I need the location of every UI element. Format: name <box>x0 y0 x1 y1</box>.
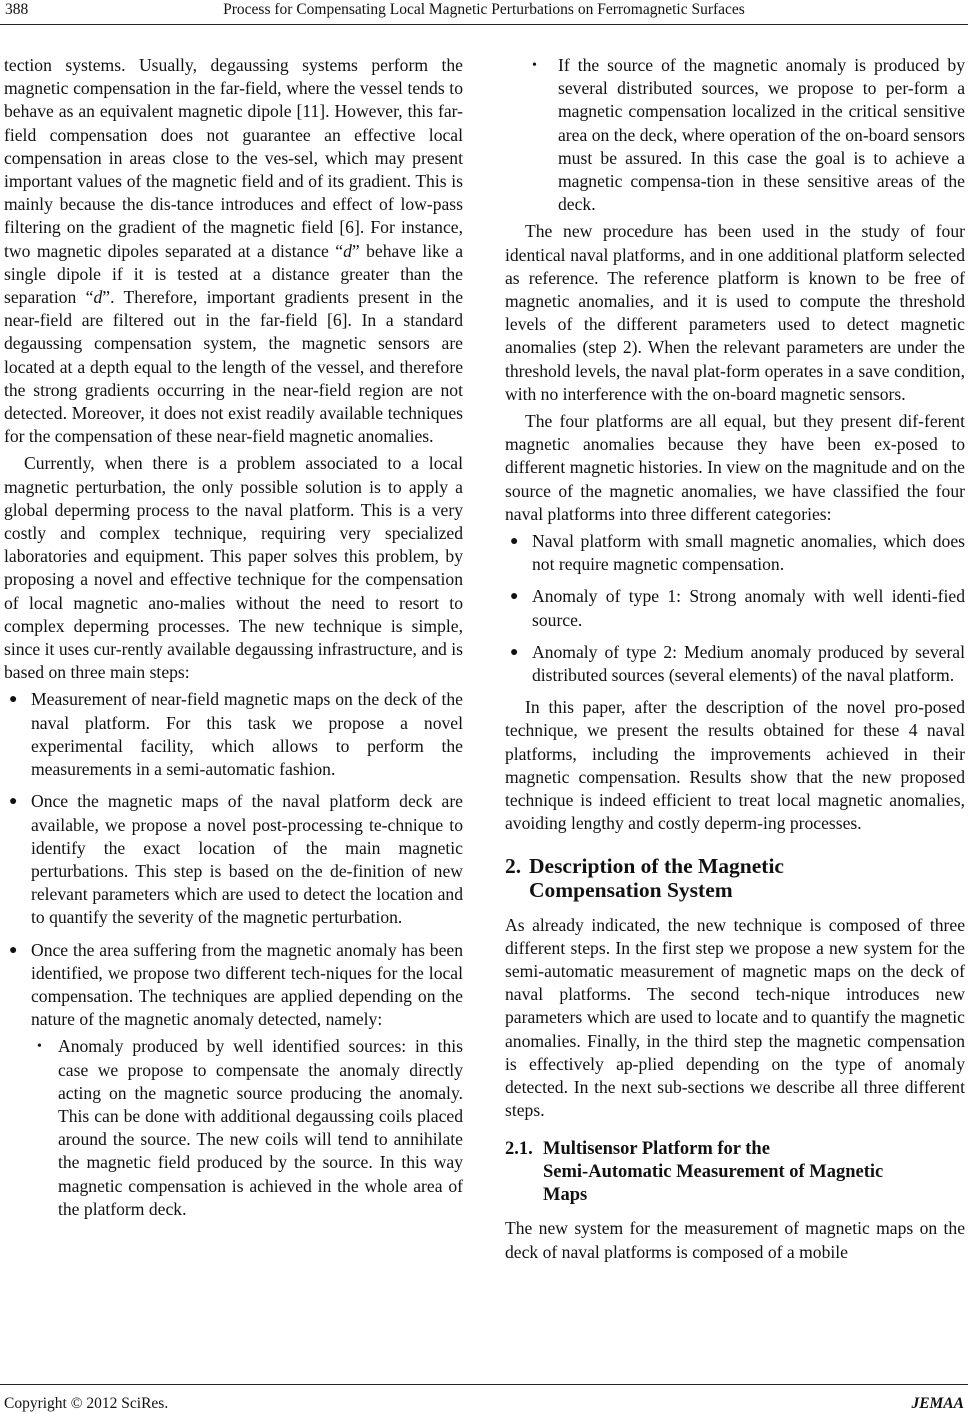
sub-list <box>31 1035 463 1221</box>
small-bullet-icon: • <box>37 1039 42 1055</box>
page-number: 388 <box>5 1 29 18</box>
list-item-text: Anomaly of type 1: Strong anomaly with well identi-fied source. <box>532 586 965 630</box>
footer-rule <box>0 1384 968 1385</box>
section-title-line: Compensation System <box>529 877 733 902</box>
bullet-icon: ● <box>510 589 519 605</box>
list-item-text: Once the magnetic maps of the naval platform deck are available, we propose a novel post-processing te-chnique to identify the exact location of the main magnetic perturbations. This step is based on the de-finition of new relevant parameters which are used to detect the location and to quantify the severity of the magnetic perturbation. <box>31 791 463 928</box>
right-column <box>505 54 965 1264</box>
small-bullet-icon: • <box>532 58 537 73</box>
header-rule <box>0 24 968 25</box>
list-item <box>4 688 463 781</box>
page-header <box>0 0 968 24</box>
paragraph: In this paper, after the description of the novel pro-posed technique, we present the results obtained for these 4 naval platforms, including the improvements achieved in their magnetic compensation. Results show that the new proposed technique is indeed efficient to treat local magnetic anomalies, avoiding lengthy and costly deperm-ing processes. <box>505 697 965 834</box>
paragraph <box>4 54 463 448</box>
bullet-icon: ● <box>510 534 519 550</box>
paragraph-text: ” behave like a single dipole if it is tested at a distance greater than the separation “ <box>4 240 463 308</box>
section-number: 2. <box>505 853 522 878</box>
section-title-line: Description of the Magnetic <box>529 853 784 878</box>
bullet-icon: ● <box>510 644 519 660</box>
steps-list <box>4 688 463 1220</box>
copyright: Copyright © 2012 SciRes. <box>4 1395 169 1412</box>
paragraph: The new procedure has been used in the study of four identical naval platforms, and in one additional platform selected as reference. The reference platform is known to be free of magnetic anomalies, and it is used to compute the threshold levels of the different parameters used to detect magnetic anomalies (step 2). When the relevant parameters are under the threshold levels, the naval plat-form operates in a save condition, with no interference with the on-board magnetic sensors. <box>505 221 965 404</box>
list-item-text: Measurement of near-field magnetic maps on the deck of the naval platform. For this task we propose a novel experimental facility, which allows to perform the measurements in a semi-automatic fashion. <box>31 689 463 780</box>
sub-list-item <box>505 54 965 216</box>
italic-variable: d <box>93 287 103 308</box>
categories-list <box>505 530 965 687</box>
sub-list-item-text: Anomaly produced by well identified sources: in this case we propose to compensate the anomaly directly acting on the magnetic source producing the anomaly. This can be done with additional degaussing coils placed around the source. The new coils will tend to annihilate the magnetic field produced by the source. In this way magnetic compensation is achieved in the whole area of the platform deck. <box>58 1036 463 1219</box>
paragraph-text: ”. Therefore, important gradients present in the near-field are filtered out in the far-field [6]. In a standard degaussing compensation system, the magnetic sensors are located at a depth equal to the length of the vessel, and therefore the strong gradients occurring in the near-field region are not detected. Moreover, it does not exist readily available techniques for the compensation of these near-field magnetic anomalies. <box>4 287 463 447</box>
list-item-text: Anomaly of type 2: Medium anomaly produced by several distributed sources (several elements) of the naval platform. <box>532 641 965 686</box>
section-heading <box>505 854 965 902</box>
bullet-icon: ● <box>9 692 18 708</box>
bullet-icon: ● <box>9 794 18 810</box>
list-item <box>505 530 965 576</box>
paragraph: The four platforms are all equal, but they present dif-ferent magnetic anomalies because they have been ex-posed to different magnetic histories. In view on the magnitude and on the source of the magnetic anomalies, we have classified the four naval platforms into three different categories: <box>505 411 965 524</box>
running-title: Process for Compensating Local Magnetic Perturbations on Ferromagnetic Surfaces <box>223 1 745 18</box>
page-footer <box>0 1384 968 1410</box>
subsection-title-line: Semi-Automatic Measurement of Magnetic <box>543 1162 884 1183</box>
bullet-icon: ● <box>9 942 18 958</box>
list-item-text: Once the area suffering from the magnetic anomaly has been identified, we propose two different tech-niques for the local compensation. The techniques are applied depending on the nature of the magnetic anomaly detected, namely: <box>31 939 463 1030</box>
sub-list-item-text: If the source of the magnetic anomaly is produced by several distributed sources, we propose to per-form a magnetic compensation localized in the critical sensitive area on the deck, where operation of the on-board sensors must be assured. In this case the goal is to achieve a magnetic compensa-tion in these sensitive areas of the deck. <box>558 55 965 215</box>
subsection-title-line: Multisensor Platform for the <box>543 1139 770 1160</box>
list-item-text: Naval platform with small magnetic anomalies, which does not require magnetic compensation. <box>532 531 965 575</box>
paragraph: The new system for the measurement of magnetic maps on the deck of naval platforms is composed of a mobile <box>505 1218 965 1262</box>
paragraph-text: tection systems. Usually, degaussing systems perform the magnetic compensation in the far-field, where the vessel tends to behave as an equivalent magnetic dipole [11]. However, this far-field compensation does not guarantee an effective local compensation in areas close to the ves-sel, which may present important values of the magnetic field and of its gradient. This is mainly because the dis-tance introduces and effect of low-pass filtering on the gradient of the magnetic field [6]. For instance, two magnetic dipoles separated at a distance “ <box>4 55 463 261</box>
sub-list-continued <box>505 54 965 216</box>
list-item <box>505 585 965 631</box>
list-item <box>505 641 965 687</box>
italic-variable: d <box>343 240 352 261</box>
subsection-heading <box>505 1138 965 1207</box>
subsection-title-line: Maps <box>543 1185 588 1206</box>
sub-list-item <box>31 1035 463 1221</box>
left-column <box>4 54 463 1230</box>
paragraph: Currently, when there is a problem associated to a local magnetic perturbation, the only possible solution is to apply a global deperming process to the naval platform. This is a very costly and complex technique, requiring very specialized laboratories and equipment. This paper solves this problem, by proposing a novel and effective technique for the compensation of local magnetic ano-malies without the need to resort to complex deperming processes. The new technique is simple, since it uses cur-rently available degaussing infrastructure, and is based on three main steps: <box>4 453 463 683</box>
subsection-number: 2.1. <box>505 1139 533 1160</box>
paragraph: As already indicated, the new technique is composed of three different steps. In the first step we propose a new system for the semi-automatic measurement of magnetic maps on the deck of naval platforms. The second tech-nique introduces new parameters which are used to locate and to quantify the magnetic anomalies. Finally, in the third step the magnetic compensation is effectively ap-plied depending on the type of anomaly detected. In the next sub-sections we describe all three different steps. <box>505 914 965 1121</box>
journal-name: JEMAA <box>911 1395 964 1412</box>
list-item <box>4 939 463 1221</box>
list-item <box>4 790 463 929</box>
